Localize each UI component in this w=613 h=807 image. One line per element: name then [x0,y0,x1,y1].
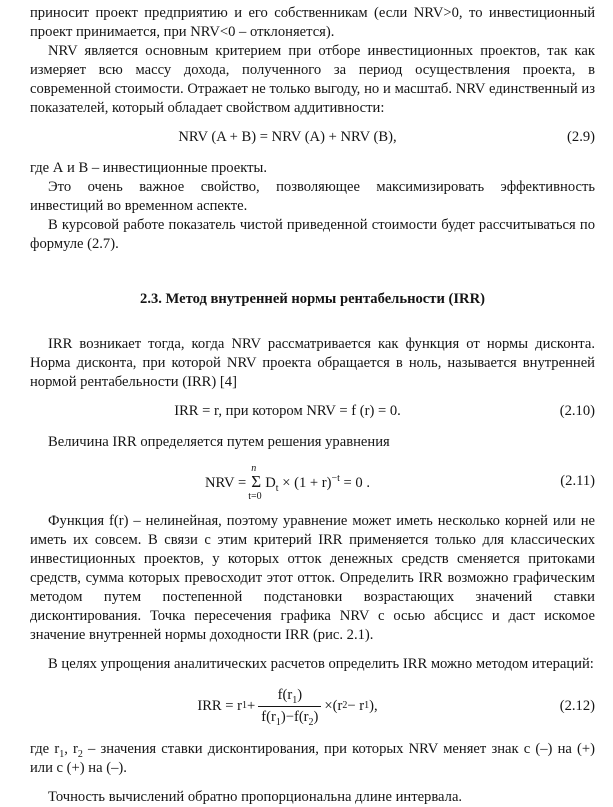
equation-body: IRR = r, при котором NRV = f (r) = 0. [174,403,401,419]
paragraph: Функция f(r) – нелинейная, поэтому уравнение может иметь несколько корней или не иметь их совсем. В связи с этим критерий IRR применяется только для классических инвестиционных проектов, у которых отток денежных средств сменяется притоками средств, сумма которых превосходит этот отток. Определить IRR возможно графическим методом путем постепенной подстановки возрастающих значений ставки дисконтирования. Точка пересечения графика NRV с осью абсцисс и даст искомое значение внутренней нормы доходности IRR (рис. 2.1). [30,513,595,643]
equation-body: NRV (A + B) = NRV (A) + NRV (B), [178,129,397,145]
paragraph: В курсовой работе показатель чистой приведенной стоимости будет рассчитываться по формуле (2.7). [30,217,595,252]
section-heading: 2.3. Метод внутренней нормы рентабельности (IRR) [140,291,485,307]
equation-body: NRV = n Σ t=0 $D_t \times (1 + r)^{-t} = 0$ . [204,463,371,502]
paragraph: В целях упрощения аналитических расчетов определить IRR можно методом итераций: [48,656,594,672]
equation-number: (2.12) [559,698,595,714]
paragraph: IRR возникает тогда, когда NRV рассматривается как функция от нормы дисконта. Норма дисконта, при которой NRV проекта обращается в ноль, называется внутренней нормой рентабельности (IRR) [4] [30,336,595,390]
equation-2-9 [30,128,595,147]
sum-operator: n Σ t=0 [248,463,262,502]
equation-2-11 [30,462,595,500]
paragraph: NRV является основным критерием при отборе инвестиционных проектов, так как измеряет всю массу дохода, полученного за период осуществления проекта, в современной стоимости. Отражает не только выгоду, но и масштаб. NRV единственный из показателей, который обладает свойством аддитивности: [30,43,595,116]
paragraph: где $r_1$, $r_2$ – значения ставки дисконтирования, при которых NRV меняет знак с (–) на (+) или с (+) на (–). [30,741,595,776]
equation-2-12 [30,684,595,728]
equation-number: (2.9) [567,129,595,145]
paragraph: приносит проект предприятию и его собственникам (если NRV>0, то инвестиционный проект принимается, при NRV<0 – отклоняется). [30,5,595,40]
fraction: $\frac{f(r_1)}{f(r_1)-f(r_2)}$ [258,686,321,727]
equation-body: IRR = r 1 + $\frac{f(r_1)}{f(r_1)-f(r_2)}$ × (r 2 − r 1 ), [197,686,378,728]
equation-number: (2.10) [559,403,595,419]
equation-2-10 [30,402,595,421]
equation-number: (2.11) [560,473,595,489]
paragraph: Величина IRR определяется путем решения уравнения [48,434,390,450]
paragraph: Это очень важное свойство, позволяющее максимизировать эффективность инвестиций во временном аспекте. [30,179,595,214]
paragraph: где А и В – инвестиционные проекты. [30,160,267,176]
paragraph: Точность вычислений обратно пропорциональна длине интервала. [48,789,463,805]
